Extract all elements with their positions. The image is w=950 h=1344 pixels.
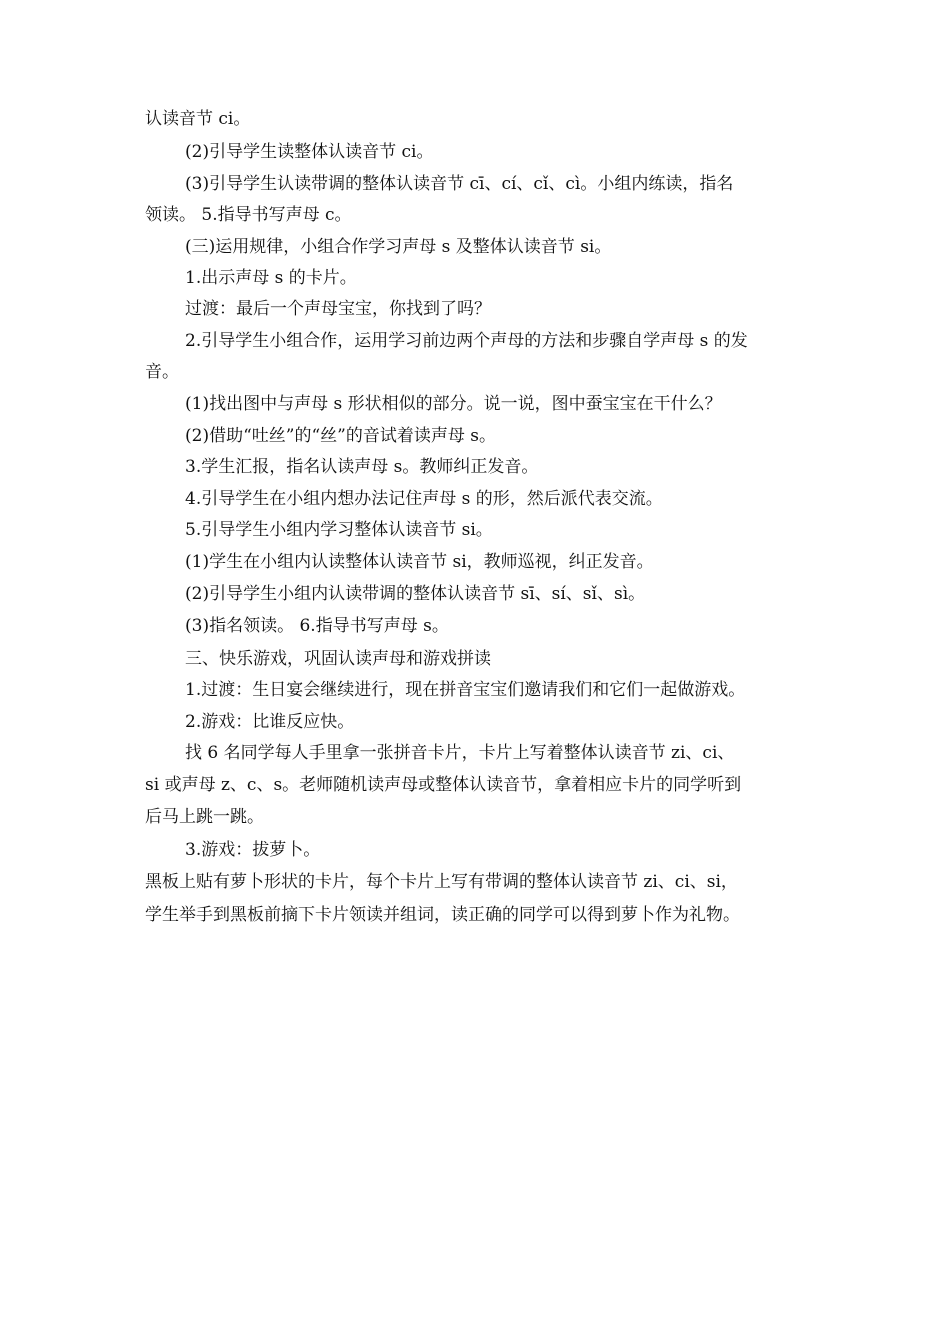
text-line: (3)引导学生认读带调的整体认读音节 cī、cí、cǐ、cì。小组内练读，指名 bbox=[185, 174, 734, 194]
section-heading: 三、快乐游戏，巩固认读声母和游戏拼读 bbox=[185, 649, 491, 669]
text-line: 3.游戏：拔萝卜。 bbox=[185, 840, 321, 860]
text-line: 音。 bbox=[145, 362, 179, 382]
text-line: (1)学生在小组内认读整体认读音节 si，教师巡视，纠正发音。 bbox=[185, 552, 654, 572]
text-line: 黑板上贴有萝卜形状的卡片，每个卡片上写有带调的整体认读音节 zi、ci、si， bbox=[145, 872, 738, 892]
text-line: (2)借助“吐丝”的“丝”的音试着读声母 s。 bbox=[185, 426, 496, 446]
text-line: 3.学生汇报，指名认读声母 s。教师纠正发音。 bbox=[185, 457, 539, 477]
text-line: 2.游戏：比谁反应快。 bbox=[185, 712, 355, 732]
text-line: (2)引导学生读整体认读音节 ci。 bbox=[185, 142, 434, 162]
text-line: 认读音节 ci。 bbox=[145, 109, 251, 129]
text-line: 4.引导学生在小组内想办法记住声母 s 的形，然后派代表交流。 bbox=[185, 489, 663, 509]
text-line: (2)引导学生小组内认读带调的整体认读音节 sī、sí、sǐ、sì。 bbox=[185, 584, 646, 604]
text-line: 5.引导学生小组内学习整体认读音节 si。 bbox=[185, 520, 493, 540]
text-line: 2.引导学生小组合作，运用学习前边两个声母的方法和步骤自学声母 s 的发 bbox=[185, 331, 748, 351]
text-line: (3)指名领读。 6.指导书写声母 s。 bbox=[185, 616, 449, 636]
text-line: 学生举手到黑板前摘下卡片领读并组词，读正确的同学可以得到萝卜作为礼物。 bbox=[145, 905, 740, 925]
text-line: 后马上跳一跳。 bbox=[145, 807, 264, 827]
text-line: 1.过渡：生日宴会继续进行，现在拼音宝宝们邀请我们和它们一起做游戏。 bbox=[185, 680, 746, 700]
text-line: si 或声母 z、c、s。老师随机读声母或整体认读音节，拿着相应卡片的同学听到 bbox=[145, 775, 742, 795]
text-line: 1.出示声母 s 的卡片。 bbox=[185, 268, 357, 288]
text-line: 过渡：最后一个声母宝宝，你找到了吗？ bbox=[185, 299, 491, 319]
section-heading: (三)运用规律，小组合作学习声母 s 及整体认读音节 si。 bbox=[185, 237, 612, 257]
text-line: 找 6 名同学每人手里拿一张拼音卡片，卡片上写着整体认读音节 zi、ci、 bbox=[185, 743, 735, 763]
text-line: (1)找出图中与声母 s 形状相似的部分。说一说，图中蚕宝宝在干什么？ bbox=[185, 394, 722, 414]
text-line: 领读。 5.指导书写声母 c。 bbox=[145, 205, 352, 225]
